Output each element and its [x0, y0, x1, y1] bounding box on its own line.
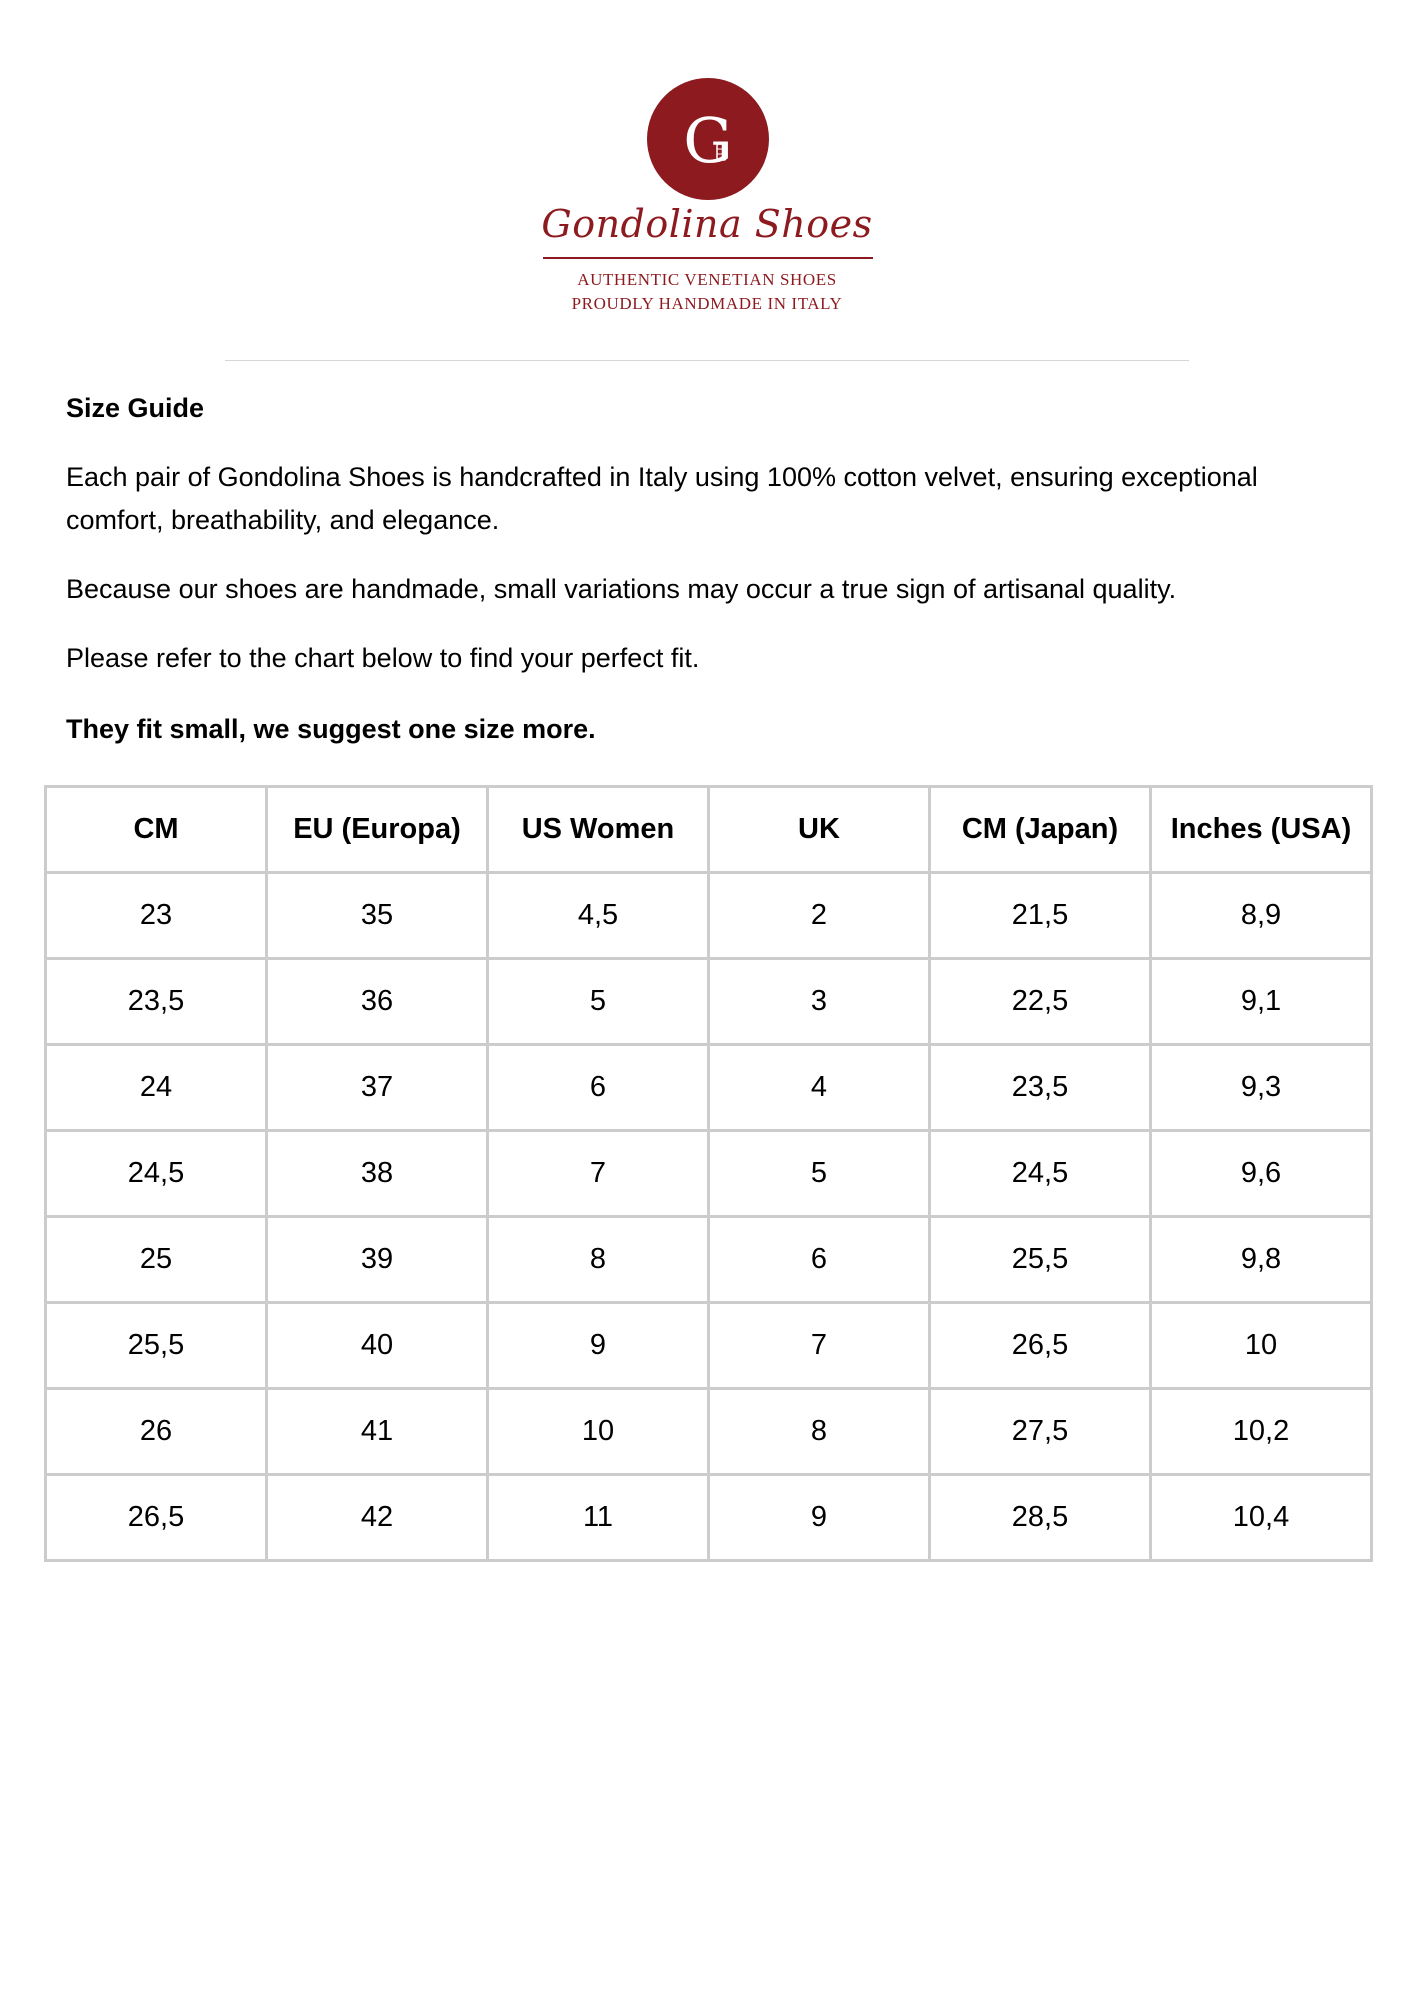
table-cell: 42: [267, 1475, 488, 1561]
table-cell: 9,3: [1151, 1045, 1372, 1131]
table-row: [46, 1303, 1372, 1389]
table-row: [46, 1045, 1372, 1131]
chart-instruction: Please refer to the chart below to find your perfect fit.: [66, 643, 700, 673]
table-cell: 40: [267, 1303, 488, 1389]
table-cell: 27,5: [930, 1389, 1151, 1475]
table-cell: 7: [488, 1131, 709, 1217]
handmade-note: Because our shoes are handmade, small variations may occur a true sign of artisanal quality.: [66, 574, 1177, 604]
table-row: [46, 1389, 1372, 1475]
table-header-row: [46, 787, 1372, 873]
table-cell: 4,5: [488, 873, 709, 959]
table-cell: 8: [488, 1217, 709, 1303]
table-cell: 9: [488, 1303, 709, 1389]
table-cell: 22,5: [930, 959, 1151, 1045]
table-cell: 25,5: [930, 1217, 1151, 1303]
table-row: [46, 959, 1372, 1045]
table-cell: 8,9: [1151, 873, 1372, 959]
brand-logo: [647, 78, 769, 200]
table-row: [46, 873, 1372, 959]
table-cell: 38: [267, 1131, 488, 1217]
size-guide-intro: [66, 390, 1356, 751]
table-cell: 9,6: [1151, 1131, 1372, 1217]
table-cell: 11: [488, 1475, 709, 1561]
fit-advice: They fit small, we suggest one size more.: [66, 714, 596, 744]
table-cell: 3: [709, 959, 930, 1045]
table-cell: 26,5: [930, 1303, 1151, 1389]
header-divider: [225, 360, 1189, 361]
table-cell: 36: [267, 959, 488, 1045]
table-cell: 37: [267, 1045, 488, 1131]
brand-tagline-1: AUTHENTIC VENETIAN SHOES: [577, 270, 837, 289]
table-cell: 41: [267, 1389, 488, 1475]
svg-text:G: G: [683, 104, 733, 177]
table-cell: 9: [709, 1475, 930, 1561]
table-cell: 10: [488, 1389, 709, 1475]
table-cell: 24,5: [46, 1131, 267, 1217]
size-chart-table: [44, 785, 1373, 1562]
brand-tagline-2: PROUDLY HANDMADE IN ITALY: [571, 294, 843, 313]
brand-header: [0, 0, 1414, 330]
table-cell: 2: [709, 873, 930, 959]
table-cell: 25,5: [46, 1303, 267, 1389]
header-uk: UK: [709, 787, 930, 873]
table-cell: 4: [709, 1045, 930, 1131]
table-cell: 26,5: [46, 1475, 267, 1561]
table-cell: 39: [267, 1217, 488, 1303]
table-row: [46, 1131, 1372, 1217]
table-cell: 6: [709, 1217, 930, 1303]
table-cell: 23: [46, 873, 267, 959]
table-cell: 9,1: [1151, 959, 1372, 1045]
table-cell: 10,2: [1151, 1389, 1372, 1475]
table-cell: 24,5: [930, 1131, 1151, 1217]
table-cell: 23,5: [46, 959, 267, 1045]
table-cell: 23,5: [930, 1045, 1151, 1131]
table-cell: 8: [709, 1389, 930, 1475]
table-cell: 25: [46, 1217, 267, 1303]
table-cell: 5: [488, 959, 709, 1045]
header-eu: EU (Europa): [267, 787, 488, 873]
header-cm: CM: [46, 787, 267, 873]
table-cell: 9,8: [1151, 1217, 1372, 1303]
header-us-women: US Women: [488, 787, 709, 873]
table-cell: 24: [46, 1045, 267, 1131]
brand-underline: [543, 257, 873, 259]
logo-shoe-icon: [647, 78, 769, 200]
brand-name: Gondolina Shoes: [541, 202, 873, 246]
table-cell: 21,5: [930, 873, 1151, 959]
table-cell: 28,5: [930, 1475, 1151, 1561]
intro-paragraph: Each pair of Gondolina Shoes is handcrafted in Italy using 100% cotton velvet, ensuring exceptional comfort, breathability, and elegance.: [66, 462, 1258, 535]
table-row: [46, 1217, 1372, 1303]
table-cell: 35: [267, 873, 488, 959]
table-cell: 10: [1151, 1303, 1372, 1389]
table-cell: 6: [488, 1045, 709, 1131]
page-title: Size Guide: [66, 393, 205, 423]
table-cell: 5: [709, 1131, 930, 1217]
table-cell: 7: [709, 1303, 930, 1389]
table-cell: 10,4: [1151, 1475, 1372, 1561]
table-cell: 26: [46, 1389, 267, 1475]
table-row: [46, 1475, 1372, 1561]
header-inches-usa: Inches (USA): [1151, 787, 1372, 873]
header-cm-japan: CM (Japan): [930, 787, 1151, 873]
